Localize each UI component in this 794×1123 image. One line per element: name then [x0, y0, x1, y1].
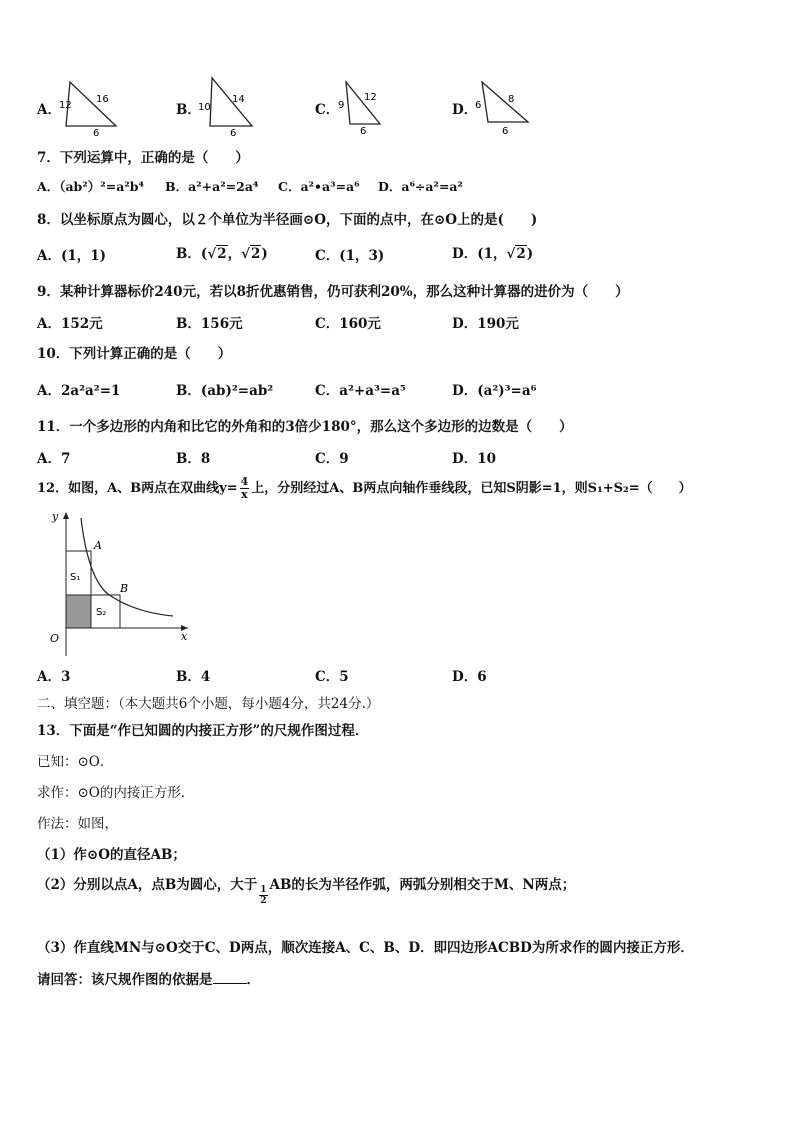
q10-option-c: C．a²+a³=a⁵ [315, 383, 406, 399]
triangle-figure [336, 78, 388, 136]
q7-option-b: B．a²+a²=2a⁴ [165, 179, 259, 194]
svg-text:x: x [181, 630, 188, 643]
option-letter: B． [176, 102, 201, 118]
q13-answer-prompt: 请回答：该尺规作图的依据是 ． [37, 972, 260, 988]
q11-option-a: A．7 [37, 451, 71, 467]
option-letter: A． [37, 102, 61, 118]
option-letter: C． [315, 102, 340, 118]
triangle-figure [58, 78, 122, 136]
sqrt-symbol: √2 [207, 246, 227, 262]
svg-text:6: 6 [360, 126, 367, 136]
question-9-stem: 9．某种计算器标价240元，若以8折优惠销售，仍可获利20%，那么这种计算器的进价为（ ） [37, 284, 629, 300]
section-2-heading: 二、填空题：（本大题共6个小题，每小题4分，共24分.） [37, 696, 380, 712]
question-13-stem: 13．下面是“作已知圆的内接正方形”的尺规作图过程． [37, 723, 369, 739]
svg-text:6: 6 [93, 128, 100, 136]
svg-text:12: 12 [364, 92, 377, 103]
q12-option-d: D．6 [452, 669, 487, 685]
q9-option-b: B．156元 [176, 316, 243, 332]
svg-text:B: B [120, 582, 129, 595]
q10-option-d: D．(a²)³=a⁶ [452, 383, 537, 399]
svg-text:S₂: S₂ [96, 607, 107, 618]
option-letter: D． [452, 102, 478, 118]
q11-option-b: B．8 [176, 451, 211, 467]
q12-option-a: A．3 [37, 669, 71, 685]
q7-option-c: C．a²•a³=a⁶ [278, 179, 360, 194]
question-7-stem: 7．下列运算中，正确的是（ ） [37, 150, 249, 166]
q13-method: 作法：如图， [37, 816, 118, 832]
q8-option-c: C．(1，3) [315, 248, 385, 264]
question-11-stem: 11．一个多边形的内角和比它的外角和的3倍少180°，那么这个多边形的边数是（ ） [37, 419, 573, 435]
q13-step-1: （1）作⊙O的直径AB； [37, 847, 186, 863]
q7-option-a: A．（ab²）²=a²b⁴ [37, 179, 145, 194]
svg-text:y: y [52, 510, 59, 523]
svg-text:9: 9 [338, 100, 345, 111]
q9-option-d: D．190元 [452, 316, 519, 332]
svg-text:6: 6 [230, 128, 237, 138]
triangle-figure [472, 78, 534, 136]
q9-option-a: A．152元 [37, 316, 103, 332]
svg-text:O: O [50, 632, 60, 645]
q10-option-b: B．(ab)²=ab² [176, 383, 274, 399]
q13-step-2: （2）分别以点A，点B为圆心，大于 $\frac{1}{2}$ AB的长为半径作弧，两弧分别相交于M、N两点； [37, 877, 576, 906]
sqrt-symbol: √2 [241, 246, 261, 262]
q8-option-b: B．(√2，√2) [176, 246, 268, 262]
q9-option-c: C．160元 [315, 316, 381, 332]
fraction: $\frac{1}{2}$ [260, 885, 267, 906]
svg-text:14: 14 [232, 94, 245, 105]
svg-text:10: 10 [198, 102, 211, 113]
q11-option-c: C．9 [315, 451, 349, 467]
question-8-stem: 8．以坐标原点为圆心，以２个单位为半径画⊙O，下面的点中，在⊙O上的是( ) [37, 212, 538, 228]
q13-known: 已知：⊙O． [37, 754, 114, 770]
svg-text:8: 8 [508, 94, 515, 105]
q8-option-d: D．(1，√2) [452, 246, 534, 262]
q8-option-a: A．(1，1) [37, 248, 107, 264]
answer-blank [213, 971, 247, 984]
svg-text:6: 6 [475, 100, 482, 111]
q12-option-c: C．5 [315, 669, 349, 685]
svg-text:16: 16 [96, 94, 109, 105]
q12-option-b: B．4 [176, 669, 211, 685]
hyperbola-figure [38, 508, 194, 660]
svg-text:S₁: S₁ [70, 572, 81, 583]
fraction: $\frac{4}{x}$ [240, 475, 249, 501]
svg-text:12: 12 [59, 100, 72, 111]
triangle-figure [196, 76, 260, 138]
question-12-stem: 12．如图，A、B两点在双曲线y= $\frac{4}{x}$ 上，分别经过A、B两点向轴作垂线段，已知S阴影=1，则S₁+S₂=（ ） [37, 475, 692, 501]
q11-option-d: D．10 [452, 451, 496, 467]
svg-text:A: A [94, 539, 102, 552]
sqrt-symbol: √2 [506, 246, 526, 262]
question-10-stem: 10．下列计算正确的是（ ） [37, 346, 232, 362]
q13-seek: 求作：⊙O的内接正方形． [37, 785, 195, 801]
q7-option-d: D．a⁶÷a²=a² [378, 179, 464, 194]
q13-step-3: （3）作直线MN与⊙O交于C、D两点，顺次连接A、C、B、D．即四边形ACBD为所求作的圆内接正方形． [37, 940, 694, 956]
q10-option-a: A．2a²a²=1 [37, 383, 121, 399]
svg-text:6: 6 [502, 126, 509, 136]
